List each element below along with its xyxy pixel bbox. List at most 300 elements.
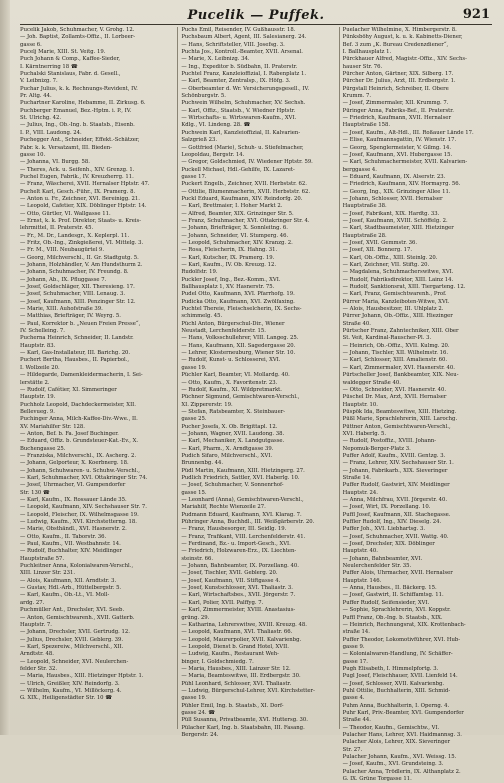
directory-entry-line: — Anna, Milchfrau, XVII. Jörgerstr. 40.	[342, 497, 448, 503]
directory-entry-line: Brunnenbg. 44.	[181, 460, 224, 467]
directory-entry-line: Straße 40.	[342, 320, 371, 327]
directory-entry-line: XV. Mariahilfer Str. 128.	[20, 423, 85, 430]
directory-entry-line: — Sophie, Sprachlehrerin, XVI. Koppstr.	[342, 607, 451, 614]
directory-entry-line: — Georg, Milchverschl., II. Gr. Stadtgutg. 5.	[20, 254, 139, 261]
directory-entry-line: Str. 130 ☎	[20, 489, 50, 496]
directory-entry-line: gasse 4.	[342, 695, 365, 702]
directory-entry-line: — Magdalena, Schuhmacherswitwe, XVI.	[342, 269, 454, 276]
directory-entry-line: berggasse 4.	[342, 166, 377, 173]
directory-entry-line: — Leonhard (Anna), Gemischtwaren-Verschl.,	[181, 497, 304, 503]
directory-entry-line: — Leopold, Cafetier, XIX. Döblinger Hptstr. 14.	[20, 203, 147, 210]
directory-entry-line: — Marie, Obsthändl., XVI. Hasnerstr. 2.	[20, 526, 127, 533]
directory-entry-line: — Stefan, Ratsbeamter, X. Steinbauer-	[181, 408, 286, 415]
directory-entry-line: — Josef, Uhrmacher, VI. Gumpendorfer	[20, 482, 126, 489]
directory-entry-line: Pürckhauer Alfred, Magistr.-Offiz., XIV. Sechs-	[342, 56, 467, 63]
directory-entry-line: — Ferdinand, Bz.- u. Import-Gesch., XVI.	[181, 541, 291, 548]
directory-entry-line: St. Veit, Kardinal-Rauscher-Pl. 3.	[342, 335, 432, 342]
directory-entry-line: — Eduard, Kaufmann, IX. Alserstr. 23.	[342, 173, 446, 180]
directory-entry-line: — Paul, Korrektor b. „Neuen Freien Presse“,	[20, 320, 141, 327]
directory-entry-line: — Otto, Kaufm., X. Favoritenstr. 23.	[181, 379, 278, 386]
page-spine-shadow	[0, 0, 10, 735]
directory-entry-line: — Karl, Kutscher, IX. Pramerg. 19.	[181, 254, 275, 261]
directory-entry-line: straße 14.	[342, 629, 370, 636]
directory-entry-line: — Alois, Hausbesitzer, III. Uhlplatz 2.	[342, 306, 444, 313]
directory-entry-line: Puch Johann & Comp., Kaffee-Sieder,	[20, 56, 121, 63]
directory-entry-line: Püßl Marie, Sprachlehrerin, XIII. Larochg.	[342, 416, 458, 423]
directory-entry-line: — Otto, Schneider, XVI. Hasnerstr. 40.	[342, 386, 447, 393]
directory-entry-line: — Georg, Ing., XIX. Grinzinger Allee 11.	[342, 188, 451, 195]
directory-entry-line: Salzgrieß 23.	[181, 137, 217, 144]
directory-entry-line: — Josef, Kunstschlosser, XVI. Thaliastr. 3.	[181, 585, 293, 592]
directory-entry-line: Pucher Josefa, X. Ob. Brigittapl. 12.	[181, 423, 278, 430]
directory-entry-line: — Anton u. Fr., Zeichner, XVI. Bereinigg. 21.	[20, 195, 140, 202]
directory-entry-line: waldegger Straße 40.	[342, 379, 401, 386]
directory-entry-line: Puhr Karl, Priv.-Beamter, XVI. Gumpendorfer	[342, 709, 464, 716]
directory-entry-line: Pudich Sifaro, Milchverschl., XVI.	[181, 452, 273, 459]
directory-entry-line: — Josef, Schuhmacher, XVII. Wattg. 40.	[342, 533, 449, 540]
directory-entry-line: — Karl, Kaufm., IX. Rossauer Lände 35.	[20, 497, 127, 503]
directory-entry-line: — Johanna, VI. Burgg. 58.	[20, 159, 90, 166]
directory-entry-line: — Leopold, Schneider, XVI. Neulerchen-	[20, 658, 129, 665]
directory-entry-line: felder Str. 32.	[20, 665, 58, 672]
directory-entry-line: — Anton, Gemischtwarenh., XVII. Gatterb.	[20, 614, 135, 621]
directory-entry-line: Puckert Engelb., Zeichner, XVII. Herbststr. 62.	[181, 181, 307, 188]
directory-entry-line: Fabr. k. k. Versatzamt, III. Bieden-	[20, 144, 112, 151]
directory-entry-line: — Leopold, Kaufmann, XVI. Thaliastr. 66.	[181, 629, 293, 636]
directory-entry-line: Mariahilf, Rechte Wienzeile 27.	[181, 504, 266, 511]
directory-entry-line: — Hans, Volksschullehrer, VIII. Langeg. 25.	[181, 335, 299, 342]
directory-entry-line: Puckler Josef, Ing., Bez.-Komm., XVI.	[181, 276, 281, 283]
directory-entry-line: Pucherna Heinrich, Schneider, II. Landstr.	[20, 335, 134, 342]
directory-entry-line: Bergerstr. 24.	[181, 732, 219, 738]
directory-entry-line: Neulerchenfelder Str. 35.	[342, 563, 412, 570]
directory-entry-line: — Fritz, Ob.-Ing., Zinkgießerei, VI. Mittelg. 3.	[20, 239, 144, 246]
directory-entry-line: Puffl Franz, Ob.-Ing. b. Staatsb., XIX.	[342, 614, 443, 621]
directory-entry-line: Hauptstr. 10.	[342, 401, 378, 408]
directory-entry-line: — Johann, Wagner, XVII. Laudong. 38.	[181, 430, 285, 437]
directory-entry-line: — Anton, Bef. b. Fa. Josef Buchinger.	[20, 430, 119, 437]
directory-entry-line: Puchartner Karoline, Hebamme, II. Zirkusg. 6.	[20, 100, 146, 107]
directory-entry-line: Hauptstr. 7.	[20, 621, 52, 628]
directory-entry-line: Püdl Martin, Kaufmann, XIII. Hietzingerg. 27.	[181, 467, 305, 474]
directory-entry-line: Puchar Julius, k. k. Rechnungs-Revident, IV.	[20, 85, 138, 92]
directory-entry-line: — Josef, Schuhmacher, VIII. Lenaug. 3.	[20, 291, 126, 298]
directory-entry-line: — Wilhelm, Kaufm., VI. Millöckerg. 4.	[20, 687, 122, 694]
directory-entry-line: Püchler Karl, Beamter, VI. Mollardg. 40.	[181, 372, 290, 379]
directory-entry-line: Hauptstr. 24.	[342, 489, 378, 496]
directory-entry-line: — Leopold, Schuhmacher, XIV. Kranzg. 2.	[181, 239, 293, 246]
directory-entry-line: Puchtel Thereie, Fleischselcherin, IX. Sechs-	[181, 306, 302, 313]
directory-entry-line: Pünksböhy August, k. u. k. Kabinetts-Diener,	[342, 34, 463, 41]
directory-entry-line: Pürcher Dr. Julius, Arzt, III. Erdbergstr. 1.	[342, 78, 456, 85]
directory-entry-line: gasse 10.	[20, 151, 46, 158]
directory-entry-line: — Elise, Kaufmannsgattin, IV. Wienstr. 17.	[342, 137, 457, 144]
directory-entry-line: — Ludwig, Bürgerschul-Lehrer, XVI. Kirchstetter-	[181, 687, 315, 694]
directory-entry-line: ardg. 27.	[20, 599, 45, 606]
directory-entry-line: — Karl, Schuhmachermeister, XVII. Kalvarien-	[342, 159, 468, 166]
directory-entry-line: Pudmann Eduard, Kaufmann, XVI. Klarag. 7.	[181, 511, 302, 518]
directory-entry-line: Puckell Michael, Hdl.-Gehilfe, IX. Lazaret-	[181, 166, 295, 173]
directory-entry-line: Pugl Josef, Fleischhauer, XVII. Lienfeld 14.	[342, 673, 458, 680]
directory-entry-line: Pudicka Otto, Kaufmann, XVI. Zwölfaxing.	[181, 298, 295, 305]
directory-entry-line: Puffer Theodor, Lokomotivführer, XVI. Hub-	[342, 636, 461, 643]
page-title: Pucelik — Puffek.	[187, 7, 325, 23]
directory-entry-line: Püringer Anna, Fabriks-Bef., II. Praterstr.	[342, 107, 454, 114]
directory-entry-line: I. P., VIII. Laudong. 24.	[20, 129, 82, 136]
directory-entry-line: — Karl, Zeichner, VII. Stiftg. 20.	[342, 262, 430, 268]
directory-entry-line: — Karl, Kaufm., IV. Ob. Kreuzg. 12.	[181, 262, 277, 268]
directory-entry-line: Pürcher Anton, Gärtner, XIX. Silberg. 17.	[342, 71, 454, 78]
directory-entry-line: — Wirtschafts- u. Wirtswaren-Kaufm., XVI.	[181, 115, 297, 122]
directory-entry-line: Schönburgstr. 5.	[181, 93, 226, 100]
directory-entry-line: — Ulrich, Greißler, XIV. Reindorfg. 3.	[20, 680, 120, 687]
directory-entry-line: St. Ulrichg. 42.	[20, 115, 62, 122]
directory-entry-line: Bellevueg. 9.	[20, 408, 55, 415]
directory-entry-line: Pürrer Maria, Kanzleiboten-Witwe, XVI.	[342, 298, 450, 305]
directory-entry-line: gasse 17.	[342, 658, 368, 665]
directory-entry-line: I. Ballhausplatz 1.	[342, 49, 392, 56]
directory-entry-line: — Johann, Gelporteur, X. Koerbnerg. 18.	[20, 460, 129, 467]
directory-entry-line: — Gottfried (Marie), Schuh- u. Stiefelmacher,	[181, 144, 304, 151]
directory-entry-line: Pudlich Friedrich, Sattler, XVI. Haberlg. 10.	[181, 474, 300, 481]
directory-entry-line: — Karl, Spezereiw., Milchverschl., XII.	[20, 643, 124, 650]
directory-entry-line: Krumm. 7.	[342, 93, 372, 100]
directory-entry-line: — Johann, Ab., IX. Pfluggasse 7.	[20, 276, 107, 283]
directory-entry-line: Ballhausplatz 1, XV. Hasnerstr. 75.	[181, 284, 275, 291]
directory-entry-line: — Johann, Schuhmacher, IV. Freundg. 8.	[20, 269, 129, 276]
directory-entry-line: — Rosa, Fleischerin, IX. Hahng. 31.	[181, 247, 278, 254]
directory-entry-line: G. IX. Grüne Torgasse 11.	[342, 776, 412, 783]
directory-entry-line: Puffer Rudolf, Seifensieder, XVI.	[342, 599, 430, 606]
directory-entry-line: — Franz, Lehrer, XIV. Sechshauser Str. 1.	[342, 460, 454, 467]
directory-entry-line: Hauptstr. 19.	[20, 394, 56, 401]
directory-entry-line: Puffer Adolf, Kaufm., XVIII. Gentzg. 3.	[342, 452, 446, 459]
directory-entry-line: XIII. Linzer Str. 231.	[20, 570, 76, 577]
directory-entry-line: Püschel Dr. Max, Arzt, XVII. Hernalser	[342, 394, 447, 401]
directory-entry-line: V. Leibnizg. 7.	[20, 78, 58, 85]
directory-entry-line: Puelacher Wilhelmine, X. Himbergerstr. 8.	[342, 27, 457, 33]
directory-entry-line: gasse 17.	[181, 173, 207, 180]
directory-entry-line: Puffer Joh., XVI. Liebhartsg. 3.	[342, 526, 426, 533]
directory-entry-line: — Maria, Beamteswitwe, III. Erdbergstr. 30.	[181, 673, 301, 680]
directory-entry-line: Pulacher Anna, Trödlerin, IX. Althanplatz 2.	[342, 768, 461, 775]
directory-entry-line: Pürrer Johann, Ob.-Offiz., XIII. Hiezinger	[342, 313, 453, 320]
directory-entry-line: Püspök Ida, Beamteswitwe, XIII. Hietzing.	[342, 408, 457, 415]
directory-entry-line: Puchberger Emanuel, Bez.-Hptm. i. P., IV.	[20, 107, 132, 114]
directory-entry-line: — Josef, Drechsler, XIX. Döblinger	[342, 541, 435, 548]
directory-entry-line: Puffler Rudolf, Ing., XIV. Dieselg. 24.	[342, 519, 442, 526]
directory-entry-line: Puchegger Ant., Schneider, Effekt.-Schätzer,	[20, 137, 140, 144]
directory-entry-line: — Rudolf, Fabriksdirektor, XIII. Lainz 14.	[342, 276, 454, 283]
directory-entry-line: Pucelik Jakob, Schuhmacher, V. Grohg. 12.	[20, 27, 135, 33]
directory-entry-line: Puchwein Wilhelm, Schuhmacher, XV. Sechsh.	[181, 100, 306, 107]
directory-entry-line: binger, I. Goldschmiedg. 7.	[181, 658, 254, 665]
directory-entry-line: Pülacher Karl, Ing. b. Staatsbahn, III. Fasang.	[181, 724, 305, 731]
directory-entry-line: gasse 6.	[20, 41, 42, 48]
directory-entry-line: I. Wollzeile 20.	[20, 364, 60, 371]
directory-entry-line: — Paul, Kaufm., VII. Westbahnstr. 14.	[20, 541, 121, 548]
directory-entry-line: Puhm Anna, Buchhalterin, I. Operng. 4.	[342, 702, 450, 709]
directory-entry-line: — Karl, Offiz., Staatsb., V. Wiedner Hptstr.	[181, 107, 296, 114]
directory-entry-line: — Franz, Trafikant, VIII. Lerchenfelderstr. 41.	[181, 533, 306, 540]
directory-entry-line: — Eduard, Offiz. b. Grundsteuer-Kat.-Ev., X.	[20, 438, 139, 445]
directory-entry-line: Pürtscheller Josef, Bankbeamter, XIX. Neu-	[342, 372, 459, 379]
directory-entry-line: — Matthias, Briefträger, IV. Weyrg. 5.	[20, 313, 121, 320]
directory-entry-line: Püttner Anton, Gemischtwaren-Verschl.,	[342, 423, 451, 430]
directory-entry-line: grüng. 29.	[181, 614, 210, 621]
directory-entry-line: — Leopold, Kaufmann, XIV. Sechshauser Str. 7.	[20, 504, 147, 511]
directory-entry-line: — Anna, Hausbes., II. Bäckerg. 15.	[342, 585, 437, 592]
directory-entry-line: — Theres, Ack. u. Seifenh., XIV. Grenzg. 1.	[20, 166, 135, 173]
directory-entry-line: — Karl, Mechaniker, X. Landgutgasse.	[181, 438, 285, 445]
directory-entry-line: — Fr., M. Dr., Landesgr., X. Keplerpl. 11.	[20, 232, 130, 239]
directory-entry-line: — Johann, Schneider, VI. Stumperg. 46.	[181, 232, 289, 239]
directory-entry-line: Pulacher Johann, Kaufm., XVI. Weissg. 15.	[342, 754, 457, 761]
directory-entry-line: Neustadt, Lerchenfelderstr. 15.	[181, 328, 266, 335]
directory-entry-line: Bef. 3 zum „K. Bureau Credenzdiener“,	[342, 41, 449, 48]
directory-entry-line: — Karl, Schlosser, XIII. Amalienstr. 60.	[342, 357, 448, 364]
directory-entry-line: — Johann, Fabrikarb., XIX. Sieveringer	[342, 467, 448, 474]
directory-entry-line: Puchleitner Anna, Kolonialwaren-Verschl.,	[20, 563, 134, 570]
directory-entry-line: — Josef, Schlosser, XVII. Kalvarienbg.	[342, 680, 445, 687]
directory-entry-line: — Johann, Schlosser, XVII. Hernalser	[342, 195, 443, 202]
directory-entry-line: — Joh. Baptist, Zollamts-Offiz., II. Lorbeer-	[20, 34, 136, 41]
directory-entry-line: — Josef, Zimmermaler, XII. Krummg. 7.	[342, 100, 449, 107]
directory-entry-line: Puchelt Karl, Gesch.-Führ., IX. Pramerg. 8.	[20, 188, 136, 195]
directory-entry-line: Buchengasse 25.	[20, 445, 66, 452]
directory-entry-line: XVI. Haberlg. 5.	[342, 430, 387, 437]
directory-entry-line: — Johann, Bahnbeamter, XVI.	[342, 555, 423, 562]
directory-entry-line: — Josef, Gastwirt, II. Schiffamtsg. 11.	[342, 592, 444, 599]
directory-entry-line: gasse 19.	[181, 364, 207, 371]
directory-entry-line: gasse 25.	[181, 416, 207, 423]
directory-entry-line: Nepomuk-Berger-Platz 3.	[342, 445, 411, 452]
directory-entry-line: Pulacher Alois, Lehrer, XIX. Sieveringer	[342, 739, 451, 746]
directory-entry-line: Puchtel Franz, Kanzleioffizial, I. Rabenplatz 1.	[181, 71, 307, 78]
directory-entry-line: — Hildegarde, Damenkleidermacherin, I. Sei-	[20, 372, 143, 379]
directory-entry-line: — Alois, Kaufmann, XII. Arndtstr. 3.	[20, 577, 117, 584]
directory-entry-line: — Josef, Wirt, IX. Porzellang. 10.	[342, 504, 431, 511]
directory-entry-line: — Kolonialwaren-Handlung, IV. Schäffer-	[342, 651, 453, 658]
directory-entry-line: steinstr. 66.	[181, 555, 214, 562]
directory-entry-line: — Leopold, Fleischer, IX. Wilhelmsgasse 19.	[20, 511, 139, 518]
directory-entry-line: Puchmüller Ant., Drechsler, XVI. Seeb.	[20, 607, 125, 614]
directory-entry-line: schimmelg. 45.	[181, 313, 223, 320]
directory-entry-line: — Marie, X. Leibnizg. 34.	[181, 56, 250, 63]
directory-entry-line: Rudolfstr. 19.	[181, 269, 218, 276]
directory-entry-line: Straße 44.	[342, 717, 371, 724]
directory-entry-line: — Johann, Drechsler, XVII. Gertrudg. 12.	[20, 629, 130, 636]
directory-entry-line: Puchel Eugen, Fabrik., IV. Kreuzherrg. 11.	[20, 173, 134, 180]
directory-entry-line: — Karl, Franz, Gemischtwarenh., Prof.	[342, 291, 447, 298]
directory-entry-line: — Ing., Expeditor b. Südbahn, II. Praterstr.	[181, 63, 298, 70]
directory-entry-line: — Lehrer, Klosterneuburg, Wiener Str. 10.	[181, 350, 296, 357]
directory-entry-line: Puchalski Stanislaus, Fabr. d. Gesell.,	[20, 71, 121, 78]
directory-entry-line: — Gustav, Hdl.-Arb., Hüttelbergstr. 5.	[20, 585, 122, 592]
directory-entry-line: — Josef, Kaufmann, XVI. Hubergasse 15.	[342, 151, 453, 158]
directory-entry-line: Pühringer Anna, Buchhdl., III. Weißgärberstr. 20.	[181, 519, 315, 526]
directory-entry-line: Str. 27.	[342, 746, 363, 753]
directory-entry-line: Puffl Josef, Kaufmann, XII. Stachegasse.	[342, 511, 451, 518]
directory-entry-line: Puffer Rudolf, Gastwirt, XIV. Meidlinger	[342, 482, 450, 489]
directory-entry-line: — Karl, Polier, XVII. Palffyg. 7.	[181, 599, 264, 606]
directory-entry-line: — Otto, Gürtler, VI. Wallgasse 11.	[20, 210, 111, 217]
directory-entry-line: — Marie, XIII. Auhofstraße 39.	[20, 306, 103, 313]
directory-entry-line: — Maria, Hausbes., XIII. Lainzer Str. 12.	[181, 665, 291, 672]
directory-entry-line: Kdlg., VI. Lindeng. 28. ☎	[181, 122, 251, 129]
directory-entry-line: — Karl, Gas-Installateur, III. Barichg. 20.	[20, 350, 131, 357]
directory-entry-line: — Oberbeamter d. Wr. Versicherungsgesell., IV.	[181, 85, 310, 92]
directory-entry-line: gasse 24. ☎	[181, 709, 215, 716]
page-header	[20, 6, 492, 25]
directory-entry-line: — Julius, Drechsler, XVII. Geblerg. 39.	[20, 636, 124, 643]
directory-entry-line: — Josef, Kaufm., XVI. Grundsteing. 3.	[342, 761, 444, 768]
directory-entry-line: — Rudolf, Cafétier, XI. Simmeringer	[20, 386, 117, 393]
directory-column-3	[339, 27, 496, 783]
directory-entry-line: — Ernst, k. k. Prof. Direktor, Staats- u. Kreis-	[20, 217, 142, 224]
directory-entry-line: Püchner Sigmund, Gemischtwaren-Verschl.,	[181, 394, 300, 401]
directory-entry-line: — Karl, Schuhmacher, XVI. Ottakringer Str. 74.	[20, 474, 148, 481]
directory-entry-line: G. XIX., Heiligenstädter Str. 10 ☎	[20, 695, 112, 702]
directory-entry-line: — Rudolf, Sanktionsrat, XIII. Tiergarteng. 12.	[342, 284, 466, 291]
directory-entry-line: — Franz, Wäscherei, XVII. Hernalser Hptstr. 47.	[20, 181, 150, 188]
directory-entry-line: — Alfred, Beamter, XIX. Grinzinger Str. 5.	[181, 210, 294, 217]
directory-entry-line: — Rudolf, Kaufm., XI. Wildpretmarkt.	[181, 386, 282, 393]
directory-entry-line: gasse 19.	[181, 695, 207, 702]
directory-entry-line: Pudel Otto, Kaufmann, XVI. Pfarrhofg. 19.	[181, 291, 295, 298]
directory-entry-line: — Julius, Ing., Ob.-Ing. b. Staatsb., Eisenb.	[20, 122, 135, 129]
directory-entry-line: — Karl, Zimmermeister, XVIII. Anastasius-	[181, 607, 296, 614]
directory-entry-line: — Josef, XII. Bonnerg. 17.	[342, 247, 413, 254]
directory-entry-line: — Karl, Pharm., X. Arndtgasse 39.	[181, 445, 274, 452]
directory-entry-line: — Franz, Schuhmacher, XVI. Ottakringer Str. 4.	[181, 217, 310, 224]
directory-entry-line: Straße 14.	[342, 474, 371, 481]
directory-entry-line: IV. Schelleing. 7.	[20, 328, 65, 335]
directory-entry-line: XI. Zippererstr. 19.	[181, 401, 233, 408]
directory-entry-line: — Josef, Kaufmann, XVIII. Schöffelg. 2.	[342, 217, 448, 224]
directory-entry-line: Puckl Eduard, Kaufmann, XIV. Reindorfg. 20.	[181, 195, 303, 202]
directory-entry-line: — Hans, Kaufmann, XII. Sagedergasse 20.	[181, 342, 296, 349]
directory-entry-line: — Johann, Holzhändler, V. Am Hundsthurm 2.	[20, 262, 143, 268]
directory-entry-line: Pucelj Marie, XIII. St. Veitg. 19.	[20, 49, 106, 56]
directory-entry-line: Puchta Jos., Kontroll.-Beamter, XVII. Arsenal.	[181, 49, 303, 56]
directory-entry-line: — Josef, Goldschläger, XII. Theresieng. 17.	[20, 284, 135, 291]
directory-entry-line: — Karl, Brettmaier, I. Hoher Markt 2.	[181, 203, 283, 210]
directory-entry-line: — Karl, Ob.-Offiz., XIII. Steinlg. 20.	[342, 254, 438, 261]
directory-entry-line: — Heinrich, Ob.-Offiz., XVII. Kulmg. 20.	[342, 342, 450, 349]
directory-entry-line: Hauptstraße 57.	[20, 555, 65, 562]
directory-entry-line: — Karl, Kaufm., Ob.-Lt., VI. Moll-	[20, 592, 110, 599]
directory-entry-line: Hauptstr. 146.	[342, 577, 382, 584]
directory-entry-line: — Georg, Spenglermeister, V. Gilmg. 14.	[342, 144, 452, 151]
directory-entry-line: Pühler Emil, Ing. b. Staatsb., XI. Dorf-	[181, 702, 284, 709]
directory-entry-line: — Leopold, Dienst b. Grand Hotel, XVII.	[181, 643, 289, 650]
directory-entry-line: — Friedrich, Kaufmann, XIV. Hormayrg. 56.	[342, 181, 461, 188]
directory-entry-line: lerstätte 2.	[20, 379, 50, 386]
directory-entry-line: Puffer Alois, Uhrmacher, XVII. Hernalser	[342, 570, 453, 577]
directory-entry-line: — Karl, Wirtschaftsbes., XVII. Jörgerstr. 7.	[181, 592, 296, 599]
directory-entry-line: Pürtscher Franz, Zahntechniker, XIII. Ober	[342, 328, 459, 335]
directory-entry-line: — Josef, Fabrikant, XIX. Hardtg. 33.	[342, 210, 440, 217]
directory-entry-line: — Johann, Briefträger, X. Sonnleitng. 6.	[181, 225, 288, 232]
directory-entry-line: — Katharina, Lehrerswitwe, XVIII. Kreuzg. 48.	[181, 621, 307, 628]
directory-entry-line: Puchsbaum Albert, Agent, III. Salesianerg. 24.	[181, 34, 307, 41]
directory-entry-line: Hauptstraße 28.	[342, 232, 387, 239]
directory-entry-line: — Karl, Zimmermaler, XVI. Hasnerstr. 40.	[342, 364, 455, 371]
directory-entry-line: — Hans, Schriftsteller, VIII. Josefsg. 3.	[181, 41, 285, 48]
directory-entry-line: Pulacher Hans, Lehrer, XVI. Haidmannsg. 3.	[342, 732, 462, 738]
directory-columns	[20, 27, 496, 783]
directory-entry-line: — Gregor, Goldschmied, IV. Wiedener Hptstr. 59.	[181, 159, 313, 166]
directory-entry-line: — Ottilie, Blumenmacherin, XVII. Herbststr. 62.	[181, 188, 311, 195]
directory-column-2	[177, 27, 334, 738]
directory-entry-line: Pürgstall Heinrich, Schreiber, II. Obere	[342, 85, 449, 92]
directory-entry-line: — Friedrich, Kaufmann, XVII. Hernalser	[342, 115, 451, 122]
directory-entry-line: Puchwein Karl, Kanzleioffizial, II. Kalvarien-	[181, 129, 301, 136]
directory-entry-line: — Maria, Hausbes., XIII. Hietzinger Hptstr. 1.	[20, 673, 144, 680]
directory-entry-line: Puchert Bertha, Hausbes., II. Papierbol.,	[20, 357, 130, 364]
directory-entry-line: — Josef, Tischler, XVII. Geblerg. 20.	[181, 570, 278, 577]
directory-entry-line: — Rudolf, Postoffiz., XVIII. Johann-	[342, 438, 437, 445]
directory-entry-line: Hauptstraße 38.	[342, 203, 387, 210]
directory-column-1	[20, 27, 173, 729]
page-number: 921	[462, 7, 490, 22]
directory-entry-line: — Fr. M., VIII. Neubaugürtel 9.	[20, 247, 105, 254]
directory-entry-line: — Josef, XVII. Gemmstr. 36.	[342, 239, 418, 246]
directory-entry-line: — Johann, Schuhwaren- u. Schuhw.-Verschl.,	[20, 467, 140, 474]
directory-entry-line: Puchs Emil, Reisender, IV. Gußhausstr. 18.	[181, 27, 296, 33]
directory-entry-line: I. Kärntnerring 18 ☎	[20, 63, 78, 70]
directory-entry-line: — Josef, Schuhmacher, V. Sonnenrhof-	[181, 482, 284, 489]
directory-entry-line: — Johann, Bahnbeamter, IX. Porzellang. 40.	[181, 563, 299, 570]
directory-entry-line: — Rudolf, Buchhalter, XIV. Meidlinger	[20, 548, 122, 555]
directory-entry-line: — Heinrich, Rechnungsrat, XIX. Krottenbach-	[342, 621, 466, 628]
directory-entry-line: gasse 15.	[181, 489, 207, 496]
directory-entry-line: Puchinger Anna, Milch-Kaffee-Div.-Wwe., II.	[20, 416, 138, 423]
directory-entry-line: Puhl Ottilie, Buchhalterin, XIII. Schmid-	[342, 687, 451, 694]
directory-entry-line: hauser Str. 76.	[342, 63, 383, 70]
directory-entry-line: Pühl Leonhard, Schlosser, XVI. Thaliastr.	[181, 680, 292, 687]
directory-entry-line: — Ludwig, Kaufm., XVI. Kirchstetterng. 18.	[20, 519, 137, 526]
directory-entry-line: Püll Susanna, Privatbeamte, XVI. Huttersg. 30.	[181, 717, 308, 724]
directory-entry-line: lehrmittel, II. Praterstr. 45.	[20, 225, 94, 232]
directory-entry-line: — Karl, Beamter, Zentralsp., IX. Höfg. 3.	[181, 78, 291, 85]
directory-entry-line: Leopoldau, Bergstr. 14.	[181, 151, 245, 158]
directory-entry-line: Arndtstr. 48.	[20, 651, 54, 658]
directory-entry-line: — Ludwig, Kaufm., Restaurant Weh-	[181, 651, 279, 658]
directory-entry-line: — Leopold, Maurerpolier, XVII. Kalvarienbg.	[181, 636, 302, 643]
directory-entry-line: — Friedrich, Holzwaren-Erz., IX. Liechten-	[181, 548, 297, 555]
directory-entry-line: Hauptstr. 83.	[20, 342, 56, 349]
directory-entry-line: — Theodor, Kaufm., Gemischtw., VI.	[342, 724, 440, 731]
directory-entry-line: Hauptstraße 158.	[342, 122, 391, 129]
directory-entry-line: gasse 9.	[342, 643, 365, 650]
directory-entry-line: Puchholz Leopold, Dachdeckermeister, XII.	[20, 401, 136, 408]
directory-entry-line: Pugh Elisabeth, I. Himmelpfortg. 3.	[342, 665, 439, 672]
directory-entry-line: — Josef, Kaufm., Alt-Hdl., III. Roßauer Lände 17.	[342, 129, 474, 136]
directory-entry-line: Pr. Altg. 44.	[20, 93, 52, 100]
directory-entry-line: — Karl, Stadtbaumeister, XIII. Hietzinger	[342, 225, 454, 232]
directory-entry-line: — Otto, Kaufm., II. Taborstr. 36.	[20, 533, 107, 540]
directory-entry-line: — Josef, Kaufmann, VII. Stiftgasse 4.	[181, 577, 281, 584]
directory-entry-line: Hauptstr. 40.	[342, 548, 378, 555]
directory-entry-line: — Rudolf, Kunst- u. Schlosserei, XVI.	[181, 357, 281, 364]
directory-entry-line: — Franziska, Milchverschl., IX. Ascherg. 2.	[20, 452, 137, 459]
directory-entry-line: Püchl Anton, Bürgerschul-Dir., Wiener	[181, 320, 285, 327]
directory-entry-line: — Josef, Kaufmann, XIII. Penzinger Str. 12.	[20, 298, 136, 305]
directory-entry-line: — Johann, Tischler, XII. Wilhelmstr. 16.	[342, 350, 449, 357]
directory-entry-line: — Franz, Hausbesorger, III. Seidlg. 19.	[181, 526, 287, 533]
